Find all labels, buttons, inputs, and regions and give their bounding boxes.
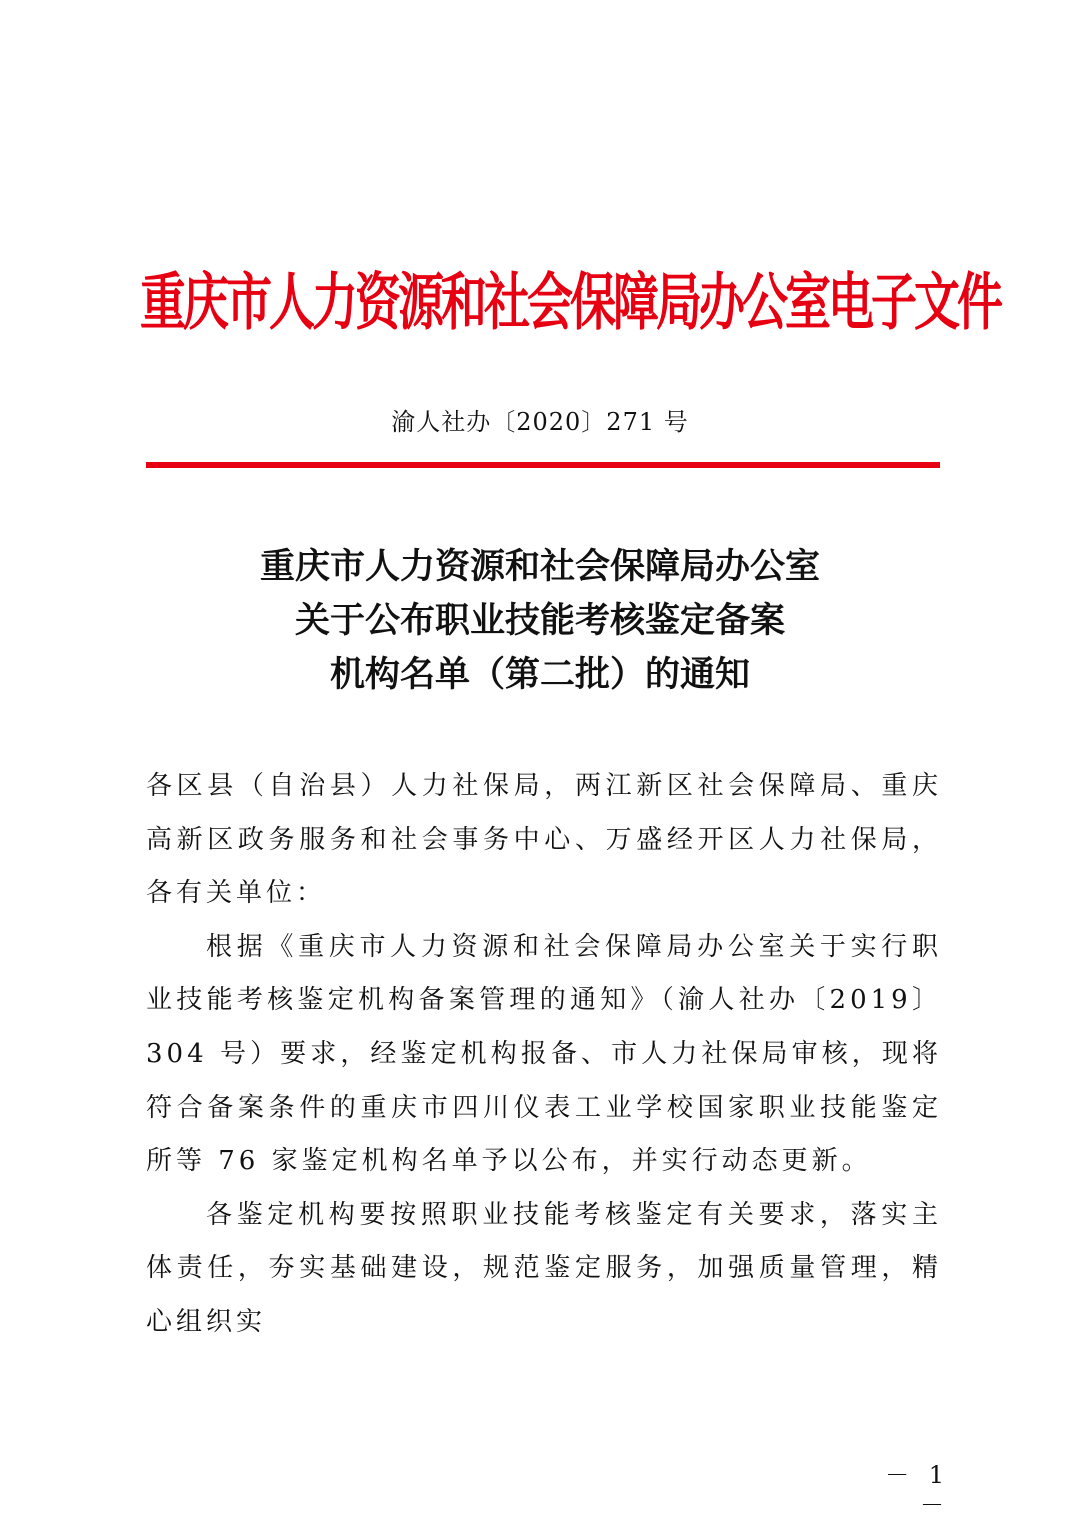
body-paragraph-1: 根据《重庆市人力资源和社会保障局办公室关于实行职业技能考核鉴定机构备案管理的通知》（渝人社办〔2019〕304 号）要求，经鉴定机构报备、市人力社保局审核，现将符合备案条件的重庆市四川仪表工业学校国家职业技能鉴定所等 76 家鉴定机构名单予以公布，并实行动态更新。 — [146, 931, 942, 1177]
document-body — [146, 760, 942, 1350]
document-title — [140, 540, 940, 702]
red-divider-line — [146, 462, 940, 468]
title-line-3: 机构名单（第二批）的通知 — [329, 654, 750, 695]
masthead-title: 重庆市人力资源和社会保障局办公室电子文件 — [140, 265, 1000, 339]
salutation: 各区县（自治县）人力社保局，两江新区社会保障局、重庆高新区政务服务和社会事务中心、万盛经开区人力社保局，各有关单位： — [146, 771, 942, 909]
body-paragraph-2: 各鉴定机构要按照职业技能考核鉴定有关要求，落实主体责任，夯实基础建设，规范鉴定服务，加强质量管理，精心组织实 — [146, 1199, 942, 1337]
title-line-1: 重庆市人力资源和社会保障局办公室 — [259, 546, 820, 587]
page-number: － 1 － — [885, 1461, 950, 1519]
title-line-2: 关于公布职业技能考核鉴定备案 — [294, 600, 785, 641]
document-number: 渝人社办〔2020〕271 号 — [391, 408, 689, 436]
